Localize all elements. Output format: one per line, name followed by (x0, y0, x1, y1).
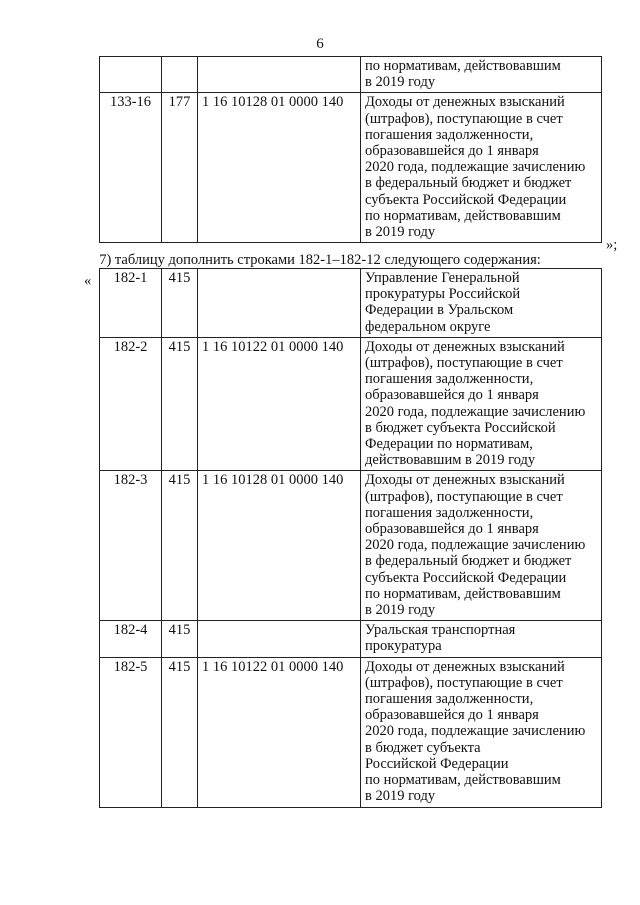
description-line: погашения задолженности, (365, 126, 534, 143)
row-number-cell: 182-4 (100, 621, 162, 657)
description-line: субъекта Российской Федерации (365, 569, 567, 586)
admin-code-cell: 415 (162, 269, 198, 338)
description-line: образовавшейся до 1 января (365, 521, 539, 538)
description-line: в федеральный бюджет и бюджет (365, 553, 572, 570)
description-line: Доходы от денежных взысканий (365, 472, 565, 489)
description-line: Доходы от денежных взысканий (365, 94, 565, 111)
row-number-cell: 133-16 (100, 93, 162, 243)
description-line: Доходы от денежных взысканий (365, 658, 565, 675)
description-line: федеральном округе (365, 318, 491, 335)
description-line: образовавшейся до 1 января (365, 143, 539, 160)
description-line: (штрафов), поступающие в счет (365, 674, 563, 691)
row-number-cell: 182-5 (100, 657, 162, 807)
description-line: субъекта Российской Федерации (365, 191, 567, 208)
description-line: Федерации в Уральском (365, 302, 514, 319)
description-line: 2020 года, подлежащие зачислению (365, 723, 586, 740)
closing-quote-mark: »; (606, 237, 618, 253)
admin-code-cell: 415 (162, 471, 198, 621)
description-cell (361, 337, 602, 471)
row-number-cell: 182-1 (100, 269, 162, 338)
table-row (100, 337, 602, 471)
budget-code-cell: 1 16 10128 01 0000 140 (198, 471, 361, 621)
table-row (100, 57, 602, 93)
description-line: Федерации по нормативам, (365, 436, 533, 453)
budget-table-continued (99, 56, 602, 243)
description-line: прокуратуры Российской (365, 286, 521, 303)
admin-code-cell: 415 (162, 621, 198, 657)
description-line: действовавшим в 2019 году (365, 452, 536, 469)
admin-code-cell (162, 57, 198, 93)
budget-code-cell: 1 16 10128 01 0000 140 (198, 93, 361, 243)
budget-code-cell (198, 57, 361, 93)
description-line: по нормативам, действовавшим (365, 207, 561, 224)
table-row (100, 657, 602, 807)
description-line: по нормативам, действовавшим (365, 772, 561, 789)
description-line: образовавшейся до 1 января (365, 707, 539, 724)
description-cell (361, 621, 602, 657)
description-line: погашения задолженности, (365, 371, 534, 388)
admin-code-cell: 415 (162, 657, 198, 807)
description-line: Российской Федерации (365, 755, 509, 772)
description-line: образовавшейся до 1 января (365, 387, 539, 404)
description-cell (361, 657, 602, 807)
description-cell (361, 269, 602, 338)
amendment-instruction: 7) таблицу дополнить строками 182-1–182-12 следующего содержания: (99, 252, 541, 268)
description-line: Доходы от денежных взысканий (365, 338, 565, 355)
description-line: в бюджет субъекта (365, 739, 481, 756)
table-row (100, 621, 602, 657)
description-line: в 2019 году (365, 602, 436, 619)
description-line: по нормативам, действовавшим (365, 585, 561, 602)
description-line: в федеральный бюджет и бюджет (365, 175, 572, 192)
table-row (100, 93, 602, 243)
budget-code-cell: 1 16 10122 01 0000 140 (198, 657, 361, 807)
row-number-cell: 182-2 (100, 337, 162, 471)
description-line: 2020 года, подлежащие зачислению (365, 537, 586, 554)
opening-quote-mark: « (84, 273, 92, 289)
description-line: в бюджет субъекта Российской (365, 419, 556, 436)
description-line: Управление Генеральной (365, 270, 520, 286)
row-number-cell: 182-3 (100, 471, 162, 621)
description-line: в 2019 году (365, 788, 436, 805)
description-line: (штрафов), поступающие в счет (365, 488, 563, 505)
description-line: по нормативам, действовавшим (365, 58, 561, 74)
description-cell (361, 93, 602, 243)
description-line: погашения задолженности, (365, 691, 534, 708)
admin-code-cell: 177 (162, 93, 198, 243)
budget-code-cell (198, 269, 361, 338)
description-line: в 2019 году (365, 74, 436, 91)
description-line: (штрафов), поступающие в счет (365, 355, 563, 372)
table-row (100, 471, 602, 621)
budget-code-cell (198, 621, 361, 657)
added-rows-table (99, 268, 602, 808)
description-line: прокуратура (365, 638, 442, 655)
description-line: 2020 года, подлежащие зачислению (365, 159, 586, 176)
description-line: Уральская транспортная (365, 622, 516, 639)
description-cell (361, 471, 602, 621)
description-line: в 2019 году (365, 224, 436, 241)
description-line: погашения задолженности, (365, 504, 534, 521)
row-number-cell (100, 57, 162, 93)
budget-code-cell: 1 16 10122 01 0000 140 (198, 337, 361, 471)
description-line: (штрафов), поступающие в счет (365, 110, 563, 127)
admin-code-cell: 415 (162, 337, 198, 471)
description-cell (361, 57, 602, 93)
description-line: 2020 года, подлежащие зачислению (365, 403, 586, 420)
page-number: 6 (316, 36, 324, 52)
table-row (100, 269, 602, 338)
